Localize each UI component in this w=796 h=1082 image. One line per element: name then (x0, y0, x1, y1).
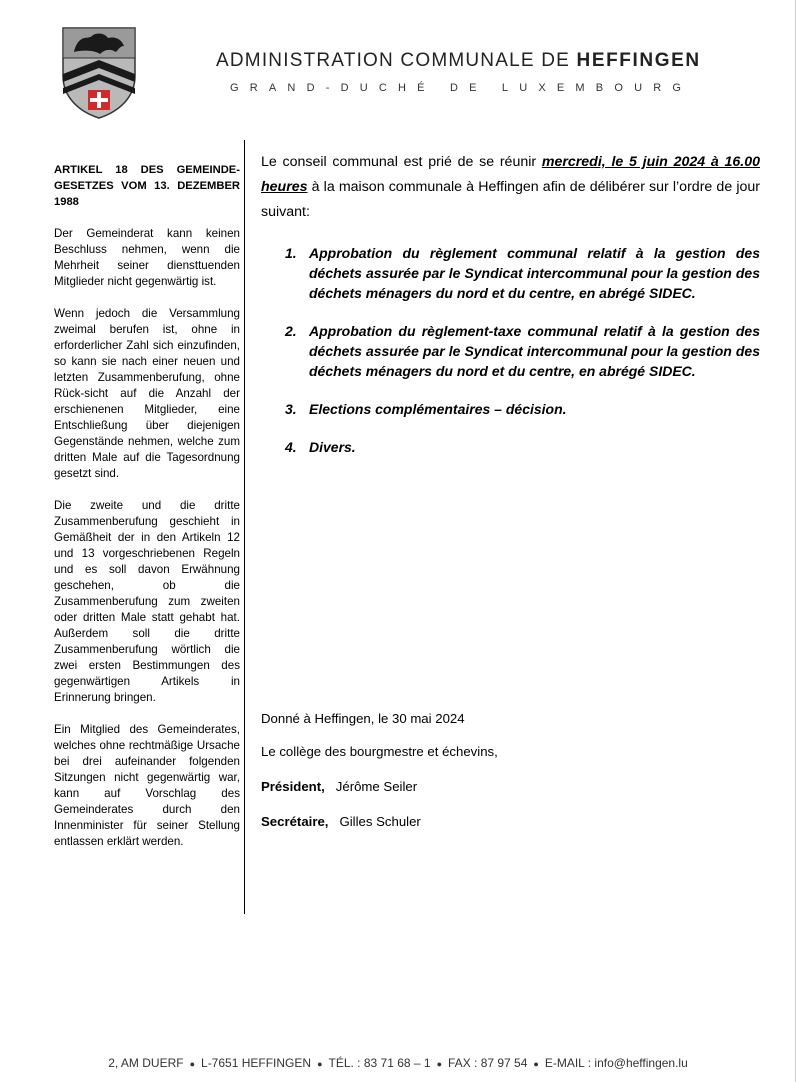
agenda-text: Approbation du règlement communal relatif à la gestion des déchets assurée par le Syndicat intercommunal pour la gestion des déchets ménagers du nord et du centre, en abrégé SIDEC. (309, 245, 760, 301)
secretary-line (261, 813, 760, 831)
title-prefix: ADMINISTRATION COMMUNALE DE (216, 50, 577, 71)
agenda-item (261, 437, 760, 457)
article-paragraph: Die zweite und die dritte Zusammenberufung geschieht in Gemäßheit der in den Artikeln 12 und 13 vorgeschriebenen Regeln und es soll davon Erwähnung geschehen, ob die Zusammenberufung zum zweiten oder dritten Male statt gehabt hat. Außerdem soll die dritte Zusammenberufung wörtlich die zwei ersten Bestimmungen des gegenwärtigen Artikels in Erinnerung bringen. (54, 499, 240, 704)
footer-postal: L-7651 HEFFINGEN (201, 1056, 312, 1070)
college-line: Le collège des bourgmestre et échevins, (261, 744, 498, 759)
agenda-text: Elections complémentaires – décision. (309, 401, 567, 417)
convocation-intro (261, 150, 760, 225)
bullet-icon: ● (533, 1058, 539, 1069)
meeting-date: mercredi, le 5 juin 2024 à 16.00 heures (261, 154, 760, 195)
president-name: Jérôme Seiler (335, 779, 418, 794)
article-sidebar (54, 162, 240, 866)
bullet-icon: ● (189, 1058, 196, 1069)
convocation-body (261, 150, 760, 475)
footer-contact (0, 1056, 796, 1070)
article-paragraph: Wenn jedoch die Versammlung zweimal berufen ist, ohne in erforderlicher Zahl sich einzufinden, so kann sie nach einer neuen und letzten Zusammenberufung, ohne Rück-sicht auf die Anzahl der erschienenen Mitglieder, eine Entschließung über diejenigen Gegenstände nehmen, welche zum dritten Male auf die Tagesordnung gesetzt sind. (54, 307, 240, 480)
bullet-icon: ● (436, 1058, 443, 1069)
agenda-item (261, 321, 760, 381)
agenda-text: Divers. (309, 439, 356, 455)
commune-name: HEFFINGEN (576, 50, 701, 71)
agenda-number: 2. (285, 323, 297, 339)
agenda-number: 3. (285, 401, 297, 417)
place-date: Donné à Heffingen, le 30 mai 2024 (261, 711, 465, 726)
page-title (216, 50, 776, 72)
agenda-number: 4. (285, 439, 297, 455)
article-title: ARTIKEL 18 DES GEMEINDE-GESETZES VOM 13. DEZEMBER 1988 (54, 164, 240, 208)
article-paragraph: Ein Mitglied des Gemeinderates, welches ohne rechtmäßige Ursache bei drei aufeinander folgenden Sitzungen nicht gegenwärtig war, kann auf Vorschlag des Gemeinderates durch den Innenminister für seiner Stellung entlassen erklärt werden. (54, 723, 240, 848)
president-label: Président, (261, 779, 325, 794)
agenda-number: 1. (285, 245, 297, 261)
secretary-label: Secrétaire, (261, 814, 329, 829)
column-divider (244, 140, 245, 914)
footer-phone: TÉL. : 83 71 68 – 1 (328, 1056, 431, 1070)
footer-address: 2, AM DUERF (108, 1056, 184, 1070)
page-subtitle: GRAND-DUCHÉ DE LUXEMBOURG (230, 82, 693, 94)
agenda-item (261, 399, 760, 419)
footer-email[interactable]: E-MAIL : info@heffingen.lu (544, 1056, 688, 1070)
footer-fax: FAX : 87 97 54 (448, 1056, 528, 1070)
intro-text-end: à la maison communale à Heffingen afin de délibérer sur l’ordre de jour suivant: (261, 179, 760, 220)
secretary-name: Gilles Schuler (339, 814, 421, 829)
coat-of-arms-icon (60, 26, 138, 120)
agenda-text: Approbation du règlement-taxe communal relatif à la gestion des déchets assurée par le Syndicat intercommunal pour la gestion des déchets ménagers du nord et du centre, en abrégé SIDEC. (309, 323, 760, 379)
intro-text: Le conseil communal est prié de se réunir (261, 154, 542, 170)
bullet-icon: ● (317, 1058, 323, 1069)
article-paragraph: Der Gemeinderat kann keinen Beschluss nehmen, wenn die Mehrheit seiner diensttuenden Mitglieder nicht gegenwärtig ist. (54, 227, 240, 288)
agenda-list (261, 243, 760, 457)
president-line (261, 778, 760, 796)
agenda-item (261, 243, 760, 303)
